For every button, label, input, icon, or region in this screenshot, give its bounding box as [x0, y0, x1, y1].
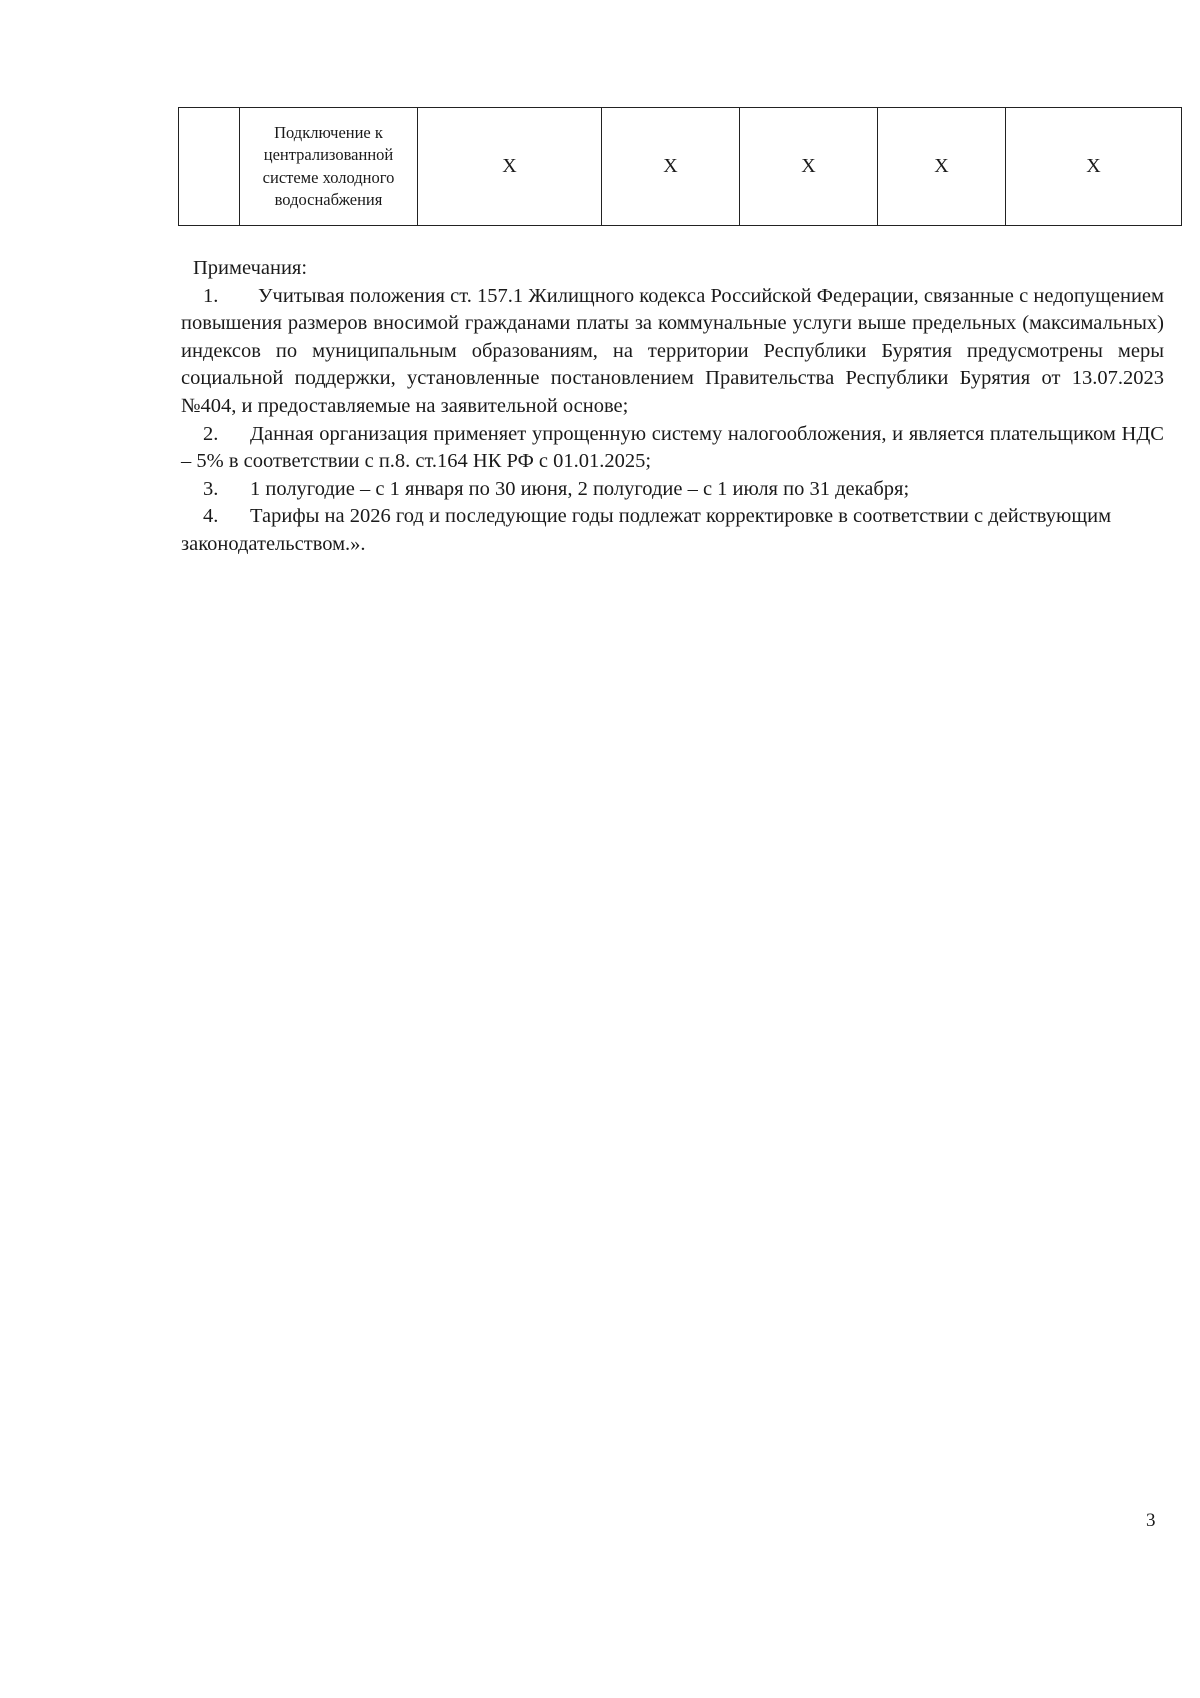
tariff-cell: X [740, 108, 878, 226]
note-text: Тарифы на 2026 год и последующие годы подлежат корректировке в соответствии с действующим законодательством.». [181, 505, 1112, 555]
tariff-cell: X [602, 108, 740, 226]
note-number: 1. [203, 284, 219, 307]
note-text: Данная организация применяет упрощенную систему налогообложения, и является плательщиком НДС – 5% в соответствии с п.8. ст.164 НК РФ с 01.01.2025; [181, 422, 1164, 473]
notes-title: Примечания: [193, 257, 308, 279]
notes-section [181, 255, 1164, 559]
tariff-cell: X [878, 108, 1006, 226]
note-text: 1 полугодие – с 1 января по 30 июня, 2 полугодие – с 1 июля по 31 декабря; [250, 477, 910, 500]
service-name-cell: Подключение к централизованной системе холодного водоснабжения [240, 108, 418, 226]
page-number: 3 [1146, 1510, 1156, 1531]
note-item [181, 503, 1164, 558]
note-number: 3. [203, 477, 219, 500]
tariff-cell: X [418, 108, 602, 226]
note-item [181, 283, 1164, 421]
note-number: 2. [203, 422, 219, 445]
note-item [181, 476, 1164, 504]
tariff-cell: X [1006, 108, 1182, 226]
note-item [181, 421, 1164, 476]
row-number-cell [179, 108, 240, 226]
note-number: 4. [203, 505, 219, 528]
note-text: Учитывая положения ст. 157.1 Жилищного кодекса Российской Федерации, связанные с недопущением повышения размеров вносимой гражданами платы за коммунальные услуги выше предельных (максимальных) индексов по муниципальным образованиям, на территории Республики Бурятия предусмотрены меры социальной поддержки, установленные постановлением Правительства Республики Бурятия от 13.07.2023 №404, и предоставляемые на заявительной основе; [181, 284, 1164, 417]
table-row [179, 108, 1182, 226]
tariff-table [178, 107, 1182, 226]
